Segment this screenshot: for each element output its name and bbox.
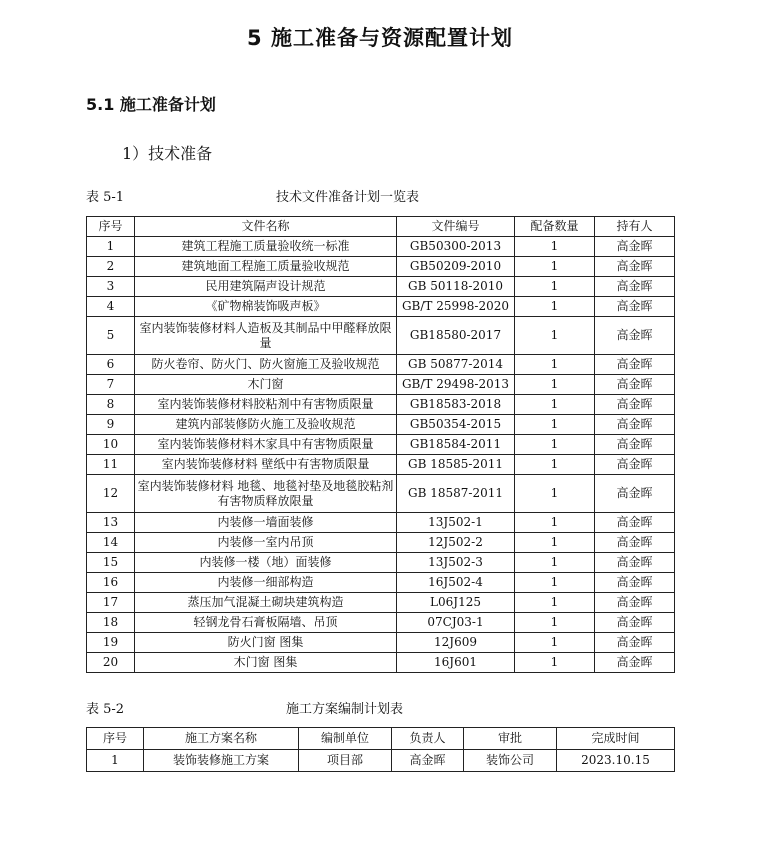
table-cell: 高金晖 — [595, 533, 675, 553]
table-cell: 14 — [87, 533, 135, 553]
table-cell: 装饰公司 — [464, 750, 557, 772]
table-row — [87, 297, 675, 317]
table-cell: 高金晖 — [595, 553, 675, 573]
table-cell: 7 — [87, 375, 135, 395]
table-cell: 木门窗 — [135, 375, 397, 395]
table-row — [87, 553, 675, 573]
table-cell: 高金晖 — [595, 237, 675, 257]
table-cell: 1 — [515, 513, 595, 533]
table-row — [87, 237, 675, 257]
table-cell: GB50354-2015 — [397, 415, 515, 435]
table2-title: 施工方案编制计划表 — [286, 702, 404, 717]
table-row — [87, 613, 675, 633]
table-cell: 3 — [87, 277, 135, 297]
table-cell: 高金晖 — [595, 277, 675, 297]
table-cell: GB 50118-2010 — [397, 277, 515, 297]
table-cell: 高金晖 — [595, 653, 675, 673]
table-cell: 9 — [87, 415, 135, 435]
table-cell: 1 — [515, 237, 595, 257]
table-cell: GB50300-2013 — [397, 237, 515, 257]
table-cell: 5 — [87, 317, 135, 355]
table-cell: 防火门窗 图集 — [135, 633, 397, 653]
table-cell: 1 — [87, 750, 144, 772]
table-cell: 1 — [515, 257, 595, 277]
table-cell: 1 — [515, 455, 595, 475]
table-cell: 16J601 — [397, 653, 515, 673]
table-cell: 1 — [87, 237, 135, 257]
table-cell: 1 — [515, 355, 595, 375]
table-cell: 高金晖 — [595, 633, 675, 653]
table-cell: 内装修一墙面装修 — [135, 513, 397, 533]
table-cell: 1 — [515, 475, 595, 513]
table-cell: 室内装饰装修材料 壁纸中有害物质限量 — [135, 455, 397, 475]
table-row — [87, 375, 675, 395]
table-cell: 12J609 — [397, 633, 515, 653]
table-cell: 高金晖 — [595, 513, 675, 533]
table-cell: 17 — [87, 593, 135, 613]
table-cell: 20 — [87, 653, 135, 673]
table-row — [87, 653, 675, 673]
table-row — [87, 573, 675, 593]
column-header: 序号 — [87, 217, 135, 237]
table-cell: 高金晖 — [595, 355, 675, 375]
column-header: 完成时间 — [557, 728, 675, 750]
table-row — [87, 435, 675, 455]
column-header: 序号 — [87, 728, 144, 750]
table-cell: 15 — [87, 553, 135, 573]
table-cell: 1 — [515, 553, 595, 573]
column-header: 配备数量 — [515, 217, 595, 237]
table-cell: 13 — [87, 513, 135, 533]
chapter-title: 5 施工准备与资源配置计划 — [247, 26, 513, 50]
table-row — [87, 475, 675, 513]
table-cell: 装饰装修施工方案 — [144, 750, 299, 772]
table-row — [87, 395, 675, 415]
column-header: 施工方案名称 — [144, 728, 299, 750]
table-cell: 1 — [515, 277, 595, 297]
table-cell: 13J502-3 — [397, 553, 515, 573]
table-cell: 室内装饰装修材料人造板及其制品中甲醛释放限量 — [135, 317, 397, 355]
table-row — [87, 277, 675, 297]
table-cell: 高金晖 — [595, 593, 675, 613]
table-row — [87, 593, 675, 613]
table-cell: 高金晖 — [595, 257, 675, 277]
table-row — [87, 317, 675, 355]
column-header: 文件编号 — [397, 217, 515, 237]
table-cell: 项目部 — [299, 750, 392, 772]
table-cell: 1 — [515, 613, 595, 633]
table-cell: 室内装饰装修材料 地毯、地毯衬垫及地毯胶粘剂有害物质释放限量 — [135, 475, 397, 513]
table-cell: 1 — [515, 633, 595, 653]
table-cell: 高金晖 — [595, 475, 675, 513]
table-cell: 1 — [515, 435, 595, 455]
table-cell: 16 — [87, 573, 135, 593]
table-cell: 高金晖 — [595, 613, 675, 633]
column-header: 编制单位 — [299, 728, 392, 750]
table-cell: 防火卷帘、防火门、防火窗施工及验收规范 — [135, 355, 397, 375]
table-cell: GB50209-2010 — [397, 257, 515, 277]
table-cell: 13J502-1 — [397, 513, 515, 533]
table-row — [87, 415, 675, 435]
table-cell: 内装修一楼（地）面装修 — [135, 553, 397, 573]
table-cell: 室内装饰装修材料木家具中有害物质限量 — [135, 435, 397, 455]
table-cell: 8 — [87, 395, 135, 415]
table-cell: 高金晖 — [392, 750, 464, 772]
table-cell: 高金晖 — [595, 415, 675, 435]
table-cell: 11 — [87, 455, 135, 475]
table-cell: 建筑地面工程施工质量验收规范 — [135, 257, 397, 277]
table-cell: 高金晖 — [595, 375, 675, 395]
table-cell: 轻钢龙骨石膏板隔墙、吊顶 — [135, 613, 397, 633]
table-cell: GB18584-2011 — [397, 435, 515, 455]
table-cell: 4 — [87, 297, 135, 317]
table-cell: 18 — [87, 613, 135, 633]
construction-plan-table — [86, 727, 675, 772]
table-header-row — [87, 217, 675, 237]
table-cell: 建筑内部装修防火施工及验收规范 — [135, 415, 397, 435]
table-row — [87, 633, 675, 653]
table-row — [87, 513, 675, 533]
subsection-title: 1）技术准备 — [122, 144, 213, 163]
table-cell: 内装修一室内吊顶 — [135, 533, 397, 553]
table-cell: 16J502-4 — [397, 573, 515, 593]
table-cell: 1 — [515, 375, 595, 395]
table2-label: 表 5-2 — [86, 702, 125, 717]
table-cell: GB 50877-2014 — [397, 355, 515, 375]
table-cell: 1 — [515, 593, 595, 613]
table-cell: 6 — [87, 355, 135, 375]
table-cell: GB/T 25998-2020 — [397, 297, 515, 317]
table-cell: 高金晖 — [595, 435, 675, 455]
table-cell: 1 — [515, 653, 595, 673]
column-header: 文件名称 — [135, 217, 397, 237]
table1-title: 技术文件准备计划一览表 — [276, 190, 420, 205]
table-cell: 1 — [515, 533, 595, 553]
table-row — [87, 533, 675, 553]
table-cell: 12J502-2 — [397, 533, 515, 553]
table-cell: GB/T 29498-2013 — [397, 375, 515, 395]
table-cell: L06J125 — [397, 593, 515, 613]
table-cell: 民用建筑隔声设计规范 — [135, 277, 397, 297]
table-cell: 12 — [87, 475, 135, 513]
table-cell: 蒸压加气混凝土砌块建筑构造 — [135, 593, 397, 613]
table-row — [87, 750, 675, 772]
table-header-row — [87, 728, 675, 750]
table-cell: 1 — [515, 415, 595, 435]
table-cell: 07CJ03-1 — [397, 613, 515, 633]
table1-label: 表 5-1 — [86, 190, 125, 205]
section-title: 5.1 施工准备计划 — [86, 95, 216, 114]
table-cell: GB18583-2018 — [397, 395, 515, 415]
table-cell: 1 — [515, 297, 595, 317]
table-cell: 高金晖 — [595, 297, 675, 317]
table-row — [87, 455, 675, 475]
table-cell: 1 — [515, 395, 595, 415]
technical-documents-table — [86, 216, 675, 673]
table-cell: 高金晖 — [595, 317, 675, 355]
table-cell: 2 — [87, 257, 135, 277]
table-cell: 内装修一细部构造 — [135, 573, 397, 593]
column-header: 审批 — [464, 728, 557, 750]
table-cell: GB18580-2017 — [397, 317, 515, 355]
table-cell: 2023.10.15 — [557, 750, 675, 772]
table-cell: GB 18587-2011 — [397, 475, 515, 513]
table-cell: 10 — [87, 435, 135, 455]
table-cell: 高金晖 — [595, 455, 675, 475]
table-cell: 高金晖 — [595, 395, 675, 415]
table-cell: GB 18585-2011 — [397, 455, 515, 475]
table-row — [87, 355, 675, 375]
table-cell: 建筑工程施工质量验收统一标准 — [135, 237, 397, 257]
column-header: 负责人 — [392, 728, 464, 750]
table-cell: 1 — [515, 573, 595, 593]
table-cell: 室内装饰装修材料胶粘剂中有害物质限量 — [135, 395, 397, 415]
table-cell: 高金晖 — [595, 573, 675, 593]
table-cell: 1 — [515, 317, 595, 355]
table-row — [87, 257, 675, 277]
table-cell: 木门窗 图集 — [135, 653, 397, 673]
column-header: 持有人 — [595, 217, 675, 237]
table-cell: 19 — [87, 633, 135, 653]
table-cell: 《矿物棉装饰吸声板》 — [135, 297, 397, 317]
